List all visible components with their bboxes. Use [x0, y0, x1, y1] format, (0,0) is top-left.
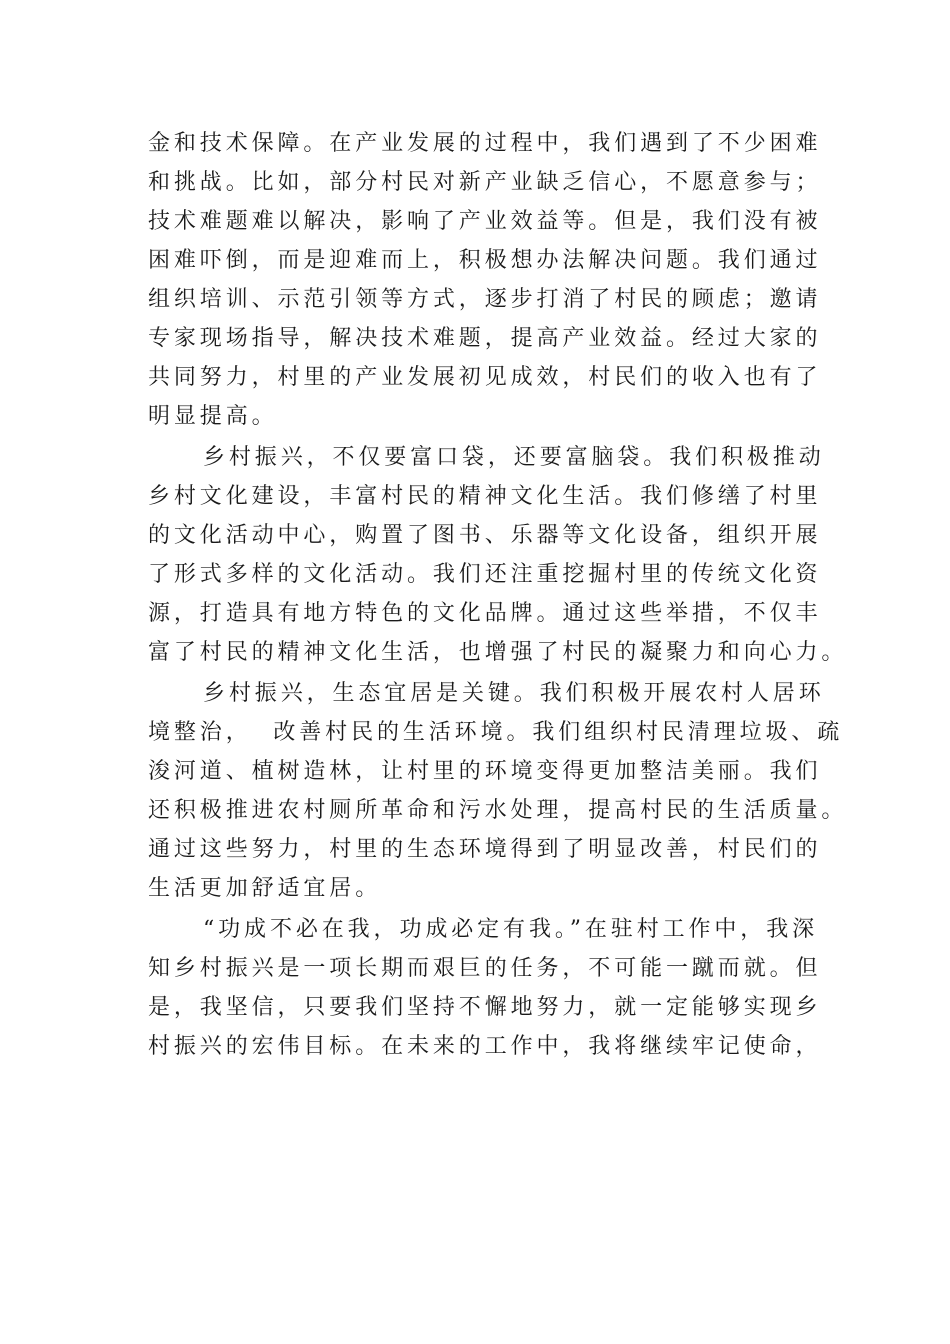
text-line: 通过这些努力，村里的生态环境得到了明显改善，村民们的 [148, 837, 822, 862]
text-line: 组织培训、示范引领等方式，逐步打消了村民的顾虑；邀请 [148, 287, 822, 312]
text-line: 专家现场指导，解决技术难题，提高产业效益。经过大家的 [148, 326, 822, 351]
document-body [148, 124, 848, 1066]
text-line: 富了村民的精神文化生活，也增强了村民的凝聚力和向心力。 [148, 640, 848, 665]
text-line: 知乡村振兴是一项长期而艰巨的任务，不可能一蹴而就。但 [148, 956, 822, 981]
text-line: 村振兴的宏伟目标。在未来的工作中，我将继续牢记使命， [148, 1034, 822, 1059]
text-line: 乡村振兴，生态宜居是关键。我们积极开展农村人居环 [203, 681, 825, 706]
text-line: 浚河道、植树造林，让村里的环境变得更加整洁美丽。我们 [148, 759, 822, 784]
text-line: 是，我坚信，只要我们坚持不懈地努力，就一定能够实现乡 [148, 995, 822, 1020]
text-line: 共同努力，村里的产业发展初见成效，村民们的收入也有了 [148, 365, 822, 390]
text-line: 生活更加舒适宜居。 [148, 876, 382, 901]
text-line: 和挑战。比如，部分村民对新产业缺乏信心，不愿意参与； [148, 170, 822, 195]
text-line: 了形式多样的文化活动。我们还注重挖掘村里的传统文化资 [148, 562, 822, 587]
paragraph [148, 124, 828, 436]
text-line: 境整治， 改善村民的生活环境。我们组织村民清理垃圾、疏 [148, 720, 844, 745]
text-line: 源，打造具有地方特色的文化品牌。通过这些举措，不仅丰 [148, 601, 822, 626]
text-line: 的文化活动中心，购置了图书、乐器等文化设备，组织开展 [148, 523, 822, 548]
text-line: 困难吓倒，而是迎难而上，积极想办法解决问题。我们通过 [148, 248, 822, 273]
paragraph [148, 438, 848, 672]
text-line: 还积极推进农村厕所革命和污水处理，提高村民的生活质量。 [148, 798, 848, 823]
text-line: 技术难题难以解决，影响了产业效益等。但是，我们没有被 [148, 209, 822, 234]
paragraph [148, 674, 848, 908]
text-line: 明显提高。 [148, 404, 278, 429]
text-line: “功成不必在我，功成必定有我。”在驻村工作中，我深 [203, 917, 818, 942]
paragraph [148, 910, 828, 1066]
text-line: 乡村文化建设，丰富村民的精神文化生活。我们修缮了村里 [148, 484, 822, 509]
text-line: 乡村振兴，不仅要富口袋，还要富脑袋。我们积极推动 [203, 445, 825, 470]
text-line: 金和技术保障。在产业发展的过程中，我们遇到了不少困难 [148, 131, 822, 156]
